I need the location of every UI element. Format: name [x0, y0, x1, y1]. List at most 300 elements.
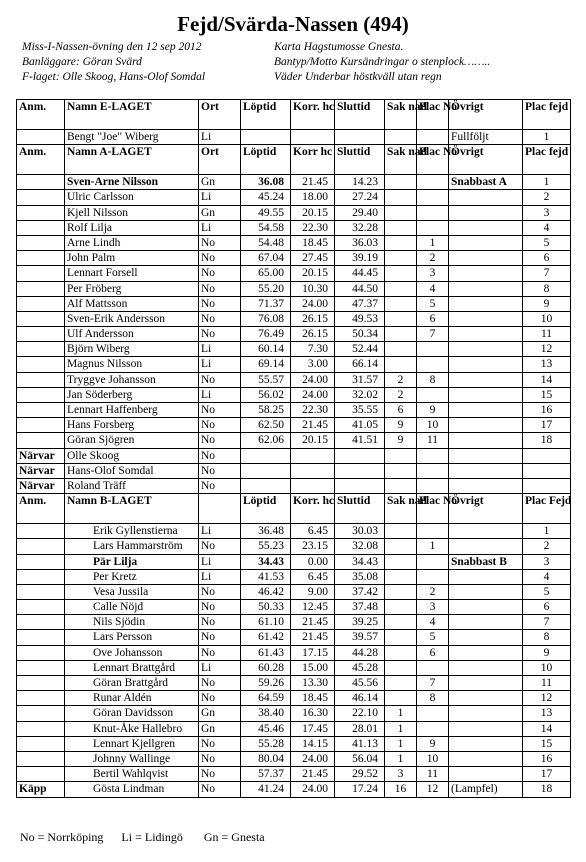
lop-cell: 60.28 — [241, 660, 291, 675]
name-cell: Sven-Erik Andersson — [65, 311, 199, 326]
ort-cell: Gn — [199, 175, 241, 190]
name-cell: Lennart Brattgård — [65, 660, 199, 675]
plac-cell: 5 — [417, 296, 449, 311]
fejd-cell: 6 — [523, 600, 571, 615]
ort-cell: No — [199, 251, 241, 266]
anm-cell — [17, 691, 65, 706]
fejd-cell: 2 — [523, 190, 571, 205]
table-row — [17, 403, 571, 418]
name-cell: Olle Skoog — [65, 448, 199, 463]
sak-cell: 9 — [385, 433, 417, 448]
slut-cell — [335, 130, 385, 145]
ort-cell: No — [199, 418, 241, 433]
ovr-cell — [449, 478, 523, 493]
lop-cell: 71.37 — [241, 296, 291, 311]
table-row — [17, 311, 571, 326]
ovr-cell: Snabbast A — [449, 175, 523, 190]
korr-cell: 24.00 — [291, 372, 335, 387]
sak-cell — [385, 463, 417, 478]
name-cell: Lennart Forsell — [65, 266, 199, 281]
column-header: Sak nad — [385, 100, 417, 130]
name-cell: Lars Persson — [65, 630, 199, 645]
location-legend: No = Norrköping Li = Lidingö Gn = Gnesta — [20, 830, 265, 844]
korr-cell: 20.15 — [291, 205, 335, 220]
column-header: Namn E-LAGET — [65, 100, 199, 130]
plac-cell: 9 — [417, 403, 449, 418]
course-setter-line: Banläggare: Göran Svärd — [22, 56, 142, 68]
sak-cell — [385, 569, 417, 584]
column-header: Ort — [199, 145, 241, 175]
name-cell: Gösta Lindman — [65, 782, 199, 797]
name-cell: Hans Forsberg — [65, 418, 199, 433]
fejd-cell: 13 — [523, 706, 571, 721]
lop-cell: 49.55 — [241, 205, 291, 220]
ort-cell: Li — [199, 524, 241, 539]
ovr-cell: Fullföljt — [449, 130, 523, 145]
fejd-cell: 13 — [523, 357, 571, 372]
slut-cell: 44.28 — [335, 645, 385, 660]
lop-cell: 54.58 — [241, 220, 291, 235]
plac-cell — [417, 463, 449, 478]
korr-cell: 10.30 — [291, 281, 335, 296]
lop-cell: 65.00 — [241, 266, 291, 281]
plac-cell: 8 — [417, 372, 449, 387]
plac-cell: 9 — [417, 736, 449, 751]
column-header: Löptid — [241, 145, 291, 175]
plac-cell — [417, 190, 449, 205]
sak-cell — [385, 311, 417, 326]
column-header: Anm. — [17, 494, 65, 524]
korr-cell: 17.15 — [291, 645, 335, 660]
ort-cell: No — [199, 311, 241, 326]
slut-cell: 50.34 — [335, 327, 385, 342]
korr-cell: 26.15 — [291, 327, 335, 342]
table-row — [17, 327, 571, 342]
ort-cell: No — [199, 539, 241, 554]
lop-cell: 67.04 — [241, 251, 291, 266]
lop-cell: 55.20 — [241, 281, 291, 296]
plac-cell: 3 — [417, 600, 449, 615]
plac-cell: 8 — [417, 691, 449, 706]
plac-cell — [417, 706, 449, 721]
event-info-left — [22, 40, 205, 85]
slut-cell: 28.01 — [335, 721, 385, 736]
fejd-cell: 8 — [523, 281, 571, 296]
ovr-cell — [449, 524, 523, 539]
plac-cell — [417, 524, 449, 539]
name-cell: Runar Aldén — [65, 691, 199, 706]
ort-cell: Li — [199, 554, 241, 569]
ort-cell: Gn — [199, 205, 241, 220]
name-cell: Kjell Nilsson — [65, 205, 199, 220]
name-cell: Lars Hammarström — [65, 539, 199, 554]
sak-cell: 1 — [385, 751, 417, 766]
anm-cell — [17, 569, 65, 584]
lop-cell: 55.23 — [241, 539, 291, 554]
b-team-header — [17, 494, 571, 524]
name-cell: Arne Lindh — [65, 235, 199, 250]
plac-cell: 5 — [417, 630, 449, 645]
sak-cell: 3 — [385, 767, 417, 782]
slut-cell: 29.52 — [335, 767, 385, 782]
column-header: Korr hc — [291, 145, 335, 175]
ort-cell: Li — [199, 569, 241, 584]
plac-cell: 11 — [417, 433, 449, 448]
table-row — [17, 448, 571, 463]
korr-cell: 18.45 — [291, 691, 335, 706]
ort-cell: No — [199, 751, 241, 766]
fejd-cell: 17 — [523, 418, 571, 433]
slut-cell: 22.10 — [335, 706, 385, 721]
plac-cell — [417, 448, 449, 463]
sak-cell — [385, 357, 417, 372]
ovr-cell — [449, 448, 523, 463]
ovr-cell — [449, 736, 523, 751]
column-header: Anm. — [17, 145, 65, 175]
lop-cell: 80.04 — [241, 751, 291, 766]
plac-cell — [417, 569, 449, 584]
anm-cell — [17, 615, 65, 630]
slut-cell: 29.40 — [335, 205, 385, 220]
slut-cell: 66.14 — [335, 357, 385, 372]
plac-cell — [417, 660, 449, 675]
plac-cell — [417, 478, 449, 493]
slut-cell: 47.37 — [335, 296, 385, 311]
column-header: Sak nad — [385, 145, 417, 175]
course-type-line: Bantyp/Motto Kursändringar o stenplock…….. — [274, 56, 491, 68]
korr-cell: 9.00 — [291, 584, 335, 599]
table-row — [17, 235, 571, 250]
slut-cell — [335, 448, 385, 463]
ort-cell: No — [199, 767, 241, 782]
fejd-cell: 2 — [523, 539, 571, 554]
ort-cell: No — [199, 448, 241, 463]
plac-cell — [417, 342, 449, 357]
fejd-cell: 5 — [523, 584, 571, 599]
sak-cell — [385, 130, 417, 145]
ovr-cell — [449, 660, 523, 675]
table-row — [17, 554, 571, 569]
anm-cell — [17, 418, 65, 433]
sak-cell — [385, 342, 417, 357]
fejd-cell: 17 — [523, 767, 571, 782]
slut-cell: 14.23 — [335, 175, 385, 190]
plac-cell: 10 — [417, 418, 449, 433]
table-row — [17, 524, 571, 539]
ort-cell: No — [199, 691, 241, 706]
ovr-cell — [449, 418, 523, 433]
plac-cell: 7 — [417, 676, 449, 691]
table-row — [17, 130, 571, 145]
sak-cell: 2 — [385, 372, 417, 387]
sak-cell — [385, 554, 417, 569]
korr-cell: 15.00 — [291, 660, 335, 675]
anm-cell — [17, 342, 65, 357]
ort-cell: Li — [199, 387, 241, 402]
ort-cell: No — [199, 296, 241, 311]
slut-cell: 45.56 — [335, 676, 385, 691]
fejd-cell: 9 — [523, 645, 571, 660]
name-cell: Rolf Lilja — [65, 220, 199, 235]
sak-cell: 16 — [385, 782, 417, 797]
ovr-cell — [449, 433, 523, 448]
ovr-cell — [449, 751, 523, 766]
ovr-cell — [449, 235, 523, 250]
korr-cell: 24.00 — [291, 782, 335, 797]
slut-cell: 36.03 — [335, 235, 385, 250]
slut-cell: 37.42 — [335, 584, 385, 599]
sak-cell: 1 — [385, 736, 417, 751]
fejd-cell: 4 — [523, 569, 571, 584]
anm-cell — [17, 372, 65, 387]
lop-cell: 59.26 — [241, 676, 291, 691]
fejd-cell: 18 — [523, 433, 571, 448]
fejd-cell: 14 — [523, 721, 571, 736]
table-row — [17, 539, 571, 554]
column-header: Namn A-LAGET — [65, 145, 199, 175]
korr-cell: 20.15 — [291, 266, 335, 281]
anm-cell — [17, 539, 65, 554]
name-cell: Göran Davidsson — [65, 706, 199, 721]
plac-cell: 1 — [417, 539, 449, 554]
table-row — [17, 387, 571, 402]
sak-cell — [385, 584, 417, 599]
sak-cell — [385, 691, 417, 706]
fejd-cell: 1 — [523, 175, 571, 190]
page-title: Fejd/Svärda-Nassen (494) — [177, 12, 409, 36]
slut-cell: 41.51 — [335, 433, 385, 448]
table-row — [17, 205, 571, 220]
slut-cell: 35.55 — [335, 403, 385, 418]
sak-cell — [385, 448, 417, 463]
plac-cell: 3 — [417, 266, 449, 281]
lop-cell: 36.08 — [241, 175, 291, 190]
lop-cell — [241, 448, 291, 463]
column-header: Övrigt — [449, 145, 523, 175]
slut-cell: 30.03 — [335, 524, 385, 539]
ort-cell: No — [199, 600, 241, 615]
korr-cell: 26.15 — [291, 311, 335, 326]
fejd-cell: 8 — [523, 630, 571, 645]
plac-cell — [417, 220, 449, 235]
ovr-cell — [449, 584, 523, 599]
fejd-cell: 1 — [523, 524, 571, 539]
korr-cell: 18.45 — [291, 235, 335, 250]
ort-cell: No — [199, 403, 241, 418]
ort-cell: No — [199, 372, 241, 387]
plac-cell: 7 — [417, 327, 449, 342]
name-cell: Pär Lilja — [65, 554, 199, 569]
slut-cell: 56.04 — [335, 751, 385, 766]
ort-cell: No — [199, 235, 241, 250]
results-table — [16, 99, 571, 798]
plac-cell: 1 — [417, 235, 449, 250]
ovr-cell — [449, 691, 523, 706]
weather-line: Väder Underbar höstkväll utan regn — [274, 71, 442, 83]
map-line: Karta Hagstumosse Gnesta. — [274, 41, 404, 53]
anm-cell — [17, 584, 65, 599]
korr-cell — [291, 478, 335, 493]
anm-cell — [17, 524, 65, 539]
anm-cell — [17, 296, 65, 311]
plac-cell — [417, 130, 449, 145]
lop-cell — [241, 130, 291, 145]
ort-cell: Li — [199, 357, 241, 372]
table-row — [17, 357, 571, 372]
slut-cell: 32.02 — [335, 387, 385, 402]
table-row — [17, 600, 571, 615]
lop-cell: 69.14 — [241, 357, 291, 372]
name-cell: Roland Träff — [65, 478, 199, 493]
event-info-right — [274, 40, 490, 85]
column-header: Plac No — [417, 100, 449, 130]
f-team-line: F-laget: Olle Skoog, Hans-Olof Somdal — [22, 71, 206, 83]
column-header: Ort — [199, 100, 241, 130]
ovr-cell — [449, 706, 523, 721]
sak-cell — [385, 266, 417, 281]
lop-cell: 41.24 — [241, 782, 291, 797]
lop-cell: 61.10 — [241, 615, 291, 630]
plac-cell: 6 — [417, 311, 449, 326]
ort-cell: Li — [199, 130, 241, 145]
ovr-cell — [449, 463, 523, 478]
anm-cell — [17, 600, 65, 615]
table-row — [17, 372, 571, 387]
slut-cell: 35.08 — [335, 569, 385, 584]
anm-cell — [17, 751, 65, 766]
ovr-cell — [449, 767, 523, 782]
column-header: Sluttid — [335, 100, 385, 130]
slut-cell: 44.45 — [335, 266, 385, 281]
table-row — [17, 296, 571, 311]
sak-cell — [385, 296, 417, 311]
plac-cell: 2 — [417, 251, 449, 266]
sak-cell — [385, 645, 417, 660]
name-cell: Göran Brattgård — [65, 676, 199, 691]
table-row — [17, 584, 571, 599]
lop-cell — [241, 478, 291, 493]
fejd-cell — [523, 463, 571, 478]
ovr-cell — [449, 205, 523, 220]
sak-cell — [385, 235, 417, 250]
fejd-cell: 18 — [523, 782, 571, 797]
lop-cell: 61.42 — [241, 630, 291, 645]
slut-cell: 49.53 — [335, 311, 385, 326]
column-header: Sak nad — [385, 494, 417, 524]
column-header: Anm. — [17, 100, 65, 130]
lop-cell: 57.37 — [241, 767, 291, 782]
sak-cell — [385, 220, 417, 235]
ovr-cell — [449, 357, 523, 372]
name-cell: Knut-Åke Hallebro — [65, 721, 199, 736]
lop-cell: 76.08 — [241, 311, 291, 326]
korr-cell: 18.00 — [291, 190, 335, 205]
plac-cell — [417, 387, 449, 402]
anm-cell — [17, 357, 65, 372]
korr-cell: 3.00 — [291, 357, 335, 372]
table-row — [17, 266, 571, 281]
column-header: Korr. hc — [291, 100, 335, 130]
name-cell: Lennart Haffenberg — [65, 403, 199, 418]
ovr-cell — [449, 281, 523, 296]
name-cell: Nils Sjödin — [65, 615, 199, 630]
korr-cell: 14.15 — [291, 736, 335, 751]
korr-cell: 21.45 — [291, 630, 335, 645]
korr-cell: 24.00 — [291, 387, 335, 402]
plac-cell: 11 — [417, 767, 449, 782]
slut-cell: 31.57 — [335, 372, 385, 387]
anm-cell — [17, 706, 65, 721]
ort-cell: No — [199, 327, 241, 342]
name-cell: Ulric Carlsson — [65, 190, 199, 205]
table-row — [17, 251, 571, 266]
sak-cell — [385, 175, 417, 190]
ovr-cell — [449, 190, 523, 205]
slut-cell: 52.44 — [335, 342, 385, 357]
table-row — [17, 706, 571, 721]
lop-cell: 61.43 — [241, 645, 291, 660]
fejd-cell: 4 — [523, 220, 571, 235]
lop-cell: 41.53 — [241, 569, 291, 584]
name-cell: Calle Nöjd — [65, 600, 199, 615]
korr-cell: 24.00 — [291, 751, 335, 766]
fejd-cell: 11 — [523, 327, 571, 342]
lop-cell: 46.42 — [241, 584, 291, 599]
table-row — [17, 767, 571, 782]
fejd-cell: 15 — [523, 387, 571, 402]
ovr-cell — [449, 600, 523, 615]
anm-cell — [17, 433, 65, 448]
plac-cell: 4 — [417, 615, 449, 630]
ovr-cell: Snabbast B — [449, 554, 523, 569]
name-cell: Sven-Arne Nilsson — [65, 175, 199, 190]
sak-cell: 6 — [385, 403, 417, 418]
korr-cell — [291, 448, 335, 463]
sak-cell — [385, 478, 417, 493]
fejd-cell: 10 — [523, 311, 571, 326]
name-cell: Erik Gyllenstierna — [65, 524, 199, 539]
name-cell: Hans-Olof Somdal — [65, 463, 199, 478]
plac-cell — [417, 205, 449, 220]
table-row — [17, 691, 571, 706]
table-row — [17, 782, 571, 797]
lop-cell: 64.59 — [241, 691, 291, 706]
ovr-cell — [449, 615, 523, 630]
table-row — [17, 433, 571, 448]
ort-cell: No — [199, 736, 241, 751]
slut-cell: 39.19 — [335, 251, 385, 266]
name-cell: Per Fröberg — [65, 281, 199, 296]
anm-cell — [17, 721, 65, 736]
korr-cell: 6.45 — [291, 569, 335, 584]
ovr-cell — [449, 372, 523, 387]
korr-cell: 7.30 — [291, 342, 335, 357]
slut-cell: 34.43 — [335, 554, 385, 569]
name-cell: Göran Sjögren — [65, 433, 199, 448]
korr-cell: 6.45 — [291, 524, 335, 539]
ovr-cell — [449, 266, 523, 281]
ovr-cell — [449, 721, 523, 736]
ort-cell: No — [199, 478, 241, 493]
slut-cell: 39.25 — [335, 615, 385, 630]
anm-cell — [17, 175, 65, 190]
anm-cell: Närvar — [17, 448, 65, 463]
column-header: Plac Fejd — [523, 494, 571, 524]
column-header: Plac No — [417, 494, 449, 524]
name-cell: Björn Wiberg — [65, 342, 199, 357]
table-row — [17, 630, 571, 645]
table-row — [17, 281, 571, 296]
